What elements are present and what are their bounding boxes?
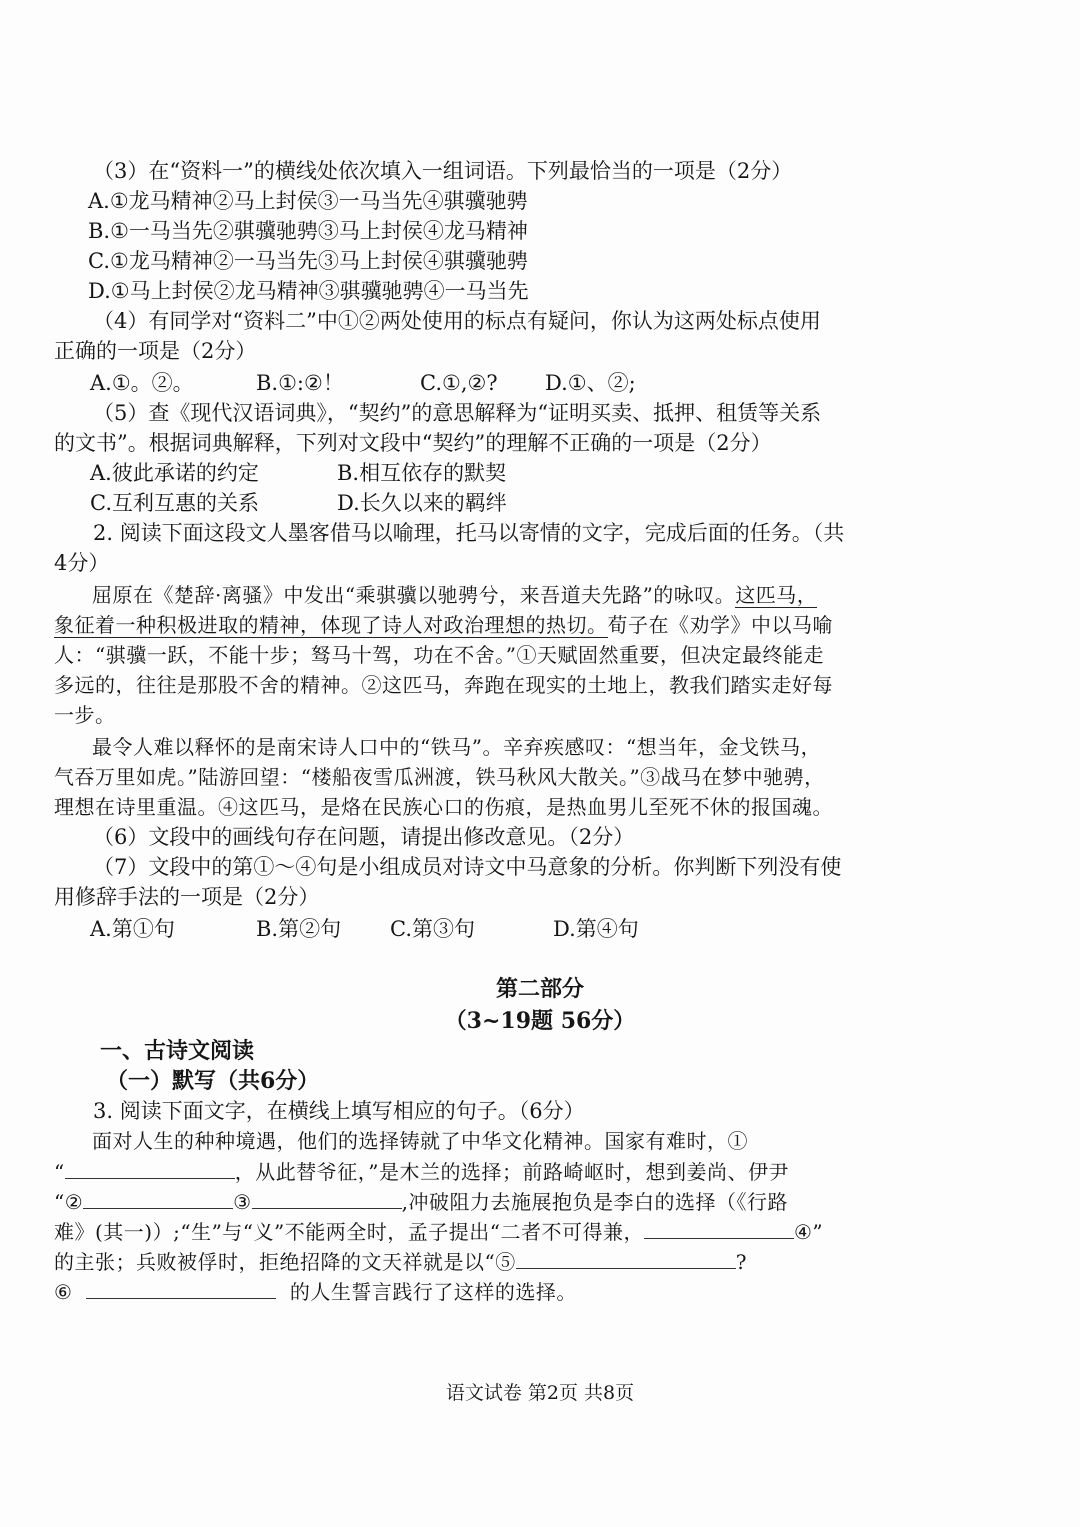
passage-p1-text: 屈原在《楚辞·离骚》中发出“乘骐骥以驰骋兮，来吾道夫先路”的咏叹。 bbox=[92, 583, 736, 607]
q7-stem-line1: （7）文段中的第①～④句是小组成员对诗文中马意象的分析。你判断下列没有使 bbox=[93, 855, 842, 879]
q3b-line1: 面对人生的种种境遇，他们的选择铸就了中华文化精神。国家有难时，① bbox=[92, 1129, 748, 1153]
part2-subtitle: （3~19题 56分） bbox=[444, 1008, 636, 1034]
underlined-sentence-part1: 这匹马， bbox=[735, 583, 818, 607]
q3b-line3-text: ,冲破阻力去施展抱负是李白的选择（《行路 bbox=[401, 1190, 788, 1214]
section1-subheading: （一）默写（共6分） bbox=[106, 1068, 320, 1094]
marker-6: ⑥ bbox=[54, 1280, 73, 1304]
q7-option-b: B.第②句 bbox=[256, 917, 342, 941]
q4-option-b: B.①:②！ bbox=[256, 371, 344, 395]
passage-p2-line2: 气吞万里如虎。”陆游回望：“楼船夜雪瓜洲渡，铁马秋风大散关。”③战马在梦中驰骋， bbox=[54, 765, 825, 789]
task2-stem-line2: 4分） bbox=[54, 551, 110, 575]
passage-p1-line3: 人：“骐骥一跃，不能十步；驽马十驾，功在不舍。”①天赋固然重要，但决定最终能走 bbox=[54, 643, 824, 667]
q5-stem-line2: 的文书”。根据词典解释，下列对文段中“契约”的理解不正确的一项是（2分） bbox=[54, 431, 772, 455]
q3b-line2-text: ，从此替爷征，”是木兰的选择；前路崎岖时，想到姜尚、伊尹 bbox=[234, 1160, 789, 1184]
passage-p1-line1 bbox=[92, 580, 817, 610]
blank-6[interactable] bbox=[86, 1276, 276, 1299]
passage-p2-line1: 最令人难以释怀的是南宋诗人口中的“铁马”。辛弃疾感叹：“想当年，金戈铁马， bbox=[92, 735, 822, 759]
q7-option-a: A.第①句 bbox=[90, 917, 175, 941]
blank-1[interactable] bbox=[65, 1156, 235, 1179]
q5-option-a: A.彼此承诺的约定 bbox=[90, 461, 259, 485]
blank-4[interactable] bbox=[644, 1216, 794, 1239]
q5-stem-line1: （5）查《现代汉语词典》，“契约”的意思解释为“证明买卖、抵押、租赁等关系 bbox=[93, 401, 822, 425]
q3-option-c: C.①龙马精神②一马当先③马上封侯④骐骥驰骋 bbox=[88, 249, 528, 273]
q5-option-d: D.长久以来的羁绊 bbox=[337, 491, 507, 515]
q3b-line6 bbox=[54, 1276, 577, 1307]
marker-4: ④” bbox=[793, 1220, 824, 1244]
passage-p1-line5: 一步。 bbox=[54, 703, 116, 727]
q7-stem-line2: 用修辞手法的一项是（2分） bbox=[54, 885, 320, 909]
q3b-stem: 3. 阅读下面文字，在横线上填写相应的句子。（6分） bbox=[93, 1099, 585, 1123]
q3b-line5 bbox=[54, 1246, 747, 1277]
q3b-line3 bbox=[54, 1186, 788, 1217]
marker-2: “② bbox=[54, 1190, 84, 1214]
marker-3: ③ bbox=[233, 1190, 252, 1214]
q4-option-a: A.①。②。 bbox=[90, 371, 194, 395]
q7-option-d: D.第④句 bbox=[553, 917, 639, 941]
q3-stem: （3）在“资料一”的横线处依次填入一组词语。下列最恰当的一项是（2分） bbox=[93, 159, 793, 183]
q3-option-d: D.①马上封侯②龙马精神③骐骥驰骋④一马当先 bbox=[88, 279, 529, 303]
q3b-line4-text: 难》(其一)）;“生”与“义”不能两全时，孟子提出“二者不可得兼， bbox=[54, 1220, 644, 1244]
passage-p1-line2 bbox=[54, 610, 833, 640]
open-quote: “ bbox=[54, 1160, 65, 1184]
q3-option-b: B.①一马当先②骐骥驰骋③马上封侯④龙马精神 bbox=[88, 219, 528, 243]
q7-option-c: C.第③句 bbox=[390, 917, 475, 941]
passage-p1-text-b: 荀子在《劝学》中以马喻 bbox=[607, 613, 833, 637]
q3b-line5-text: 的主张；兵败被俘时，拒绝招降的文天祥就是以“⑤ bbox=[54, 1250, 516, 1274]
underlined-sentence-part2: 象征着一种积极进取的精神，体现了诗人对政治理想的热切。 bbox=[54, 613, 608, 637]
q6-stem: （6）文段中的画线句存在问题，请提出修改意见。（2分） bbox=[93, 825, 635, 849]
q3b-line2 bbox=[54, 1156, 789, 1187]
q3-option-a: A.①龙马精神②马上封侯③一马当先④骐骥驰骋 bbox=[88, 189, 528, 213]
blank-2[interactable] bbox=[83, 1186, 233, 1209]
q5-option-c: C.互利互惠的关系 bbox=[90, 491, 259, 515]
q4-option-c: C.①,②? bbox=[420, 371, 498, 395]
part2-title: 第二部分 bbox=[495, 976, 584, 1002]
question-mark: ? bbox=[735, 1250, 747, 1274]
q3b-line6-text: 的人生誓言践行了这样的选择。 bbox=[289, 1280, 577, 1304]
passage-p1-line4: 多远的，往往是那股不舍的精神。②这匹马，奔跑在现实的土地上，教我们踏实走好每 bbox=[54, 673, 833, 697]
page-footer: 语文试卷 第2页 共8页 bbox=[445, 1382, 635, 1404]
blank-5[interactable] bbox=[516, 1246, 736, 1269]
q4-stem-line1: （4）有同学对“资料二”中①②两处使用的标点有疑问，你认为这两处标点使用 bbox=[93, 309, 821, 333]
q4-stem-line2: 正确的一项是（2分） bbox=[54, 339, 257, 363]
q3b-line4 bbox=[54, 1216, 823, 1247]
task2-stem-line1: 2. 阅读下面这段文人墨客借马以喻理，托马以寄情的文字，完成后面的任务。（共 bbox=[93, 521, 845, 545]
section1-heading: 一、古诗文阅读 bbox=[100, 1038, 255, 1064]
q4-option-d: D.①、②; bbox=[545, 371, 636, 395]
blank-3[interactable] bbox=[252, 1186, 402, 1209]
passage-p2-line3: 理想在诗里重温。④这匹马，是烙在民族心口的伤痕，是热血男儿至死不休的报国魂。 bbox=[54, 795, 833, 819]
q5-option-b: B.相互依存的默契 bbox=[337, 461, 507, 485]
